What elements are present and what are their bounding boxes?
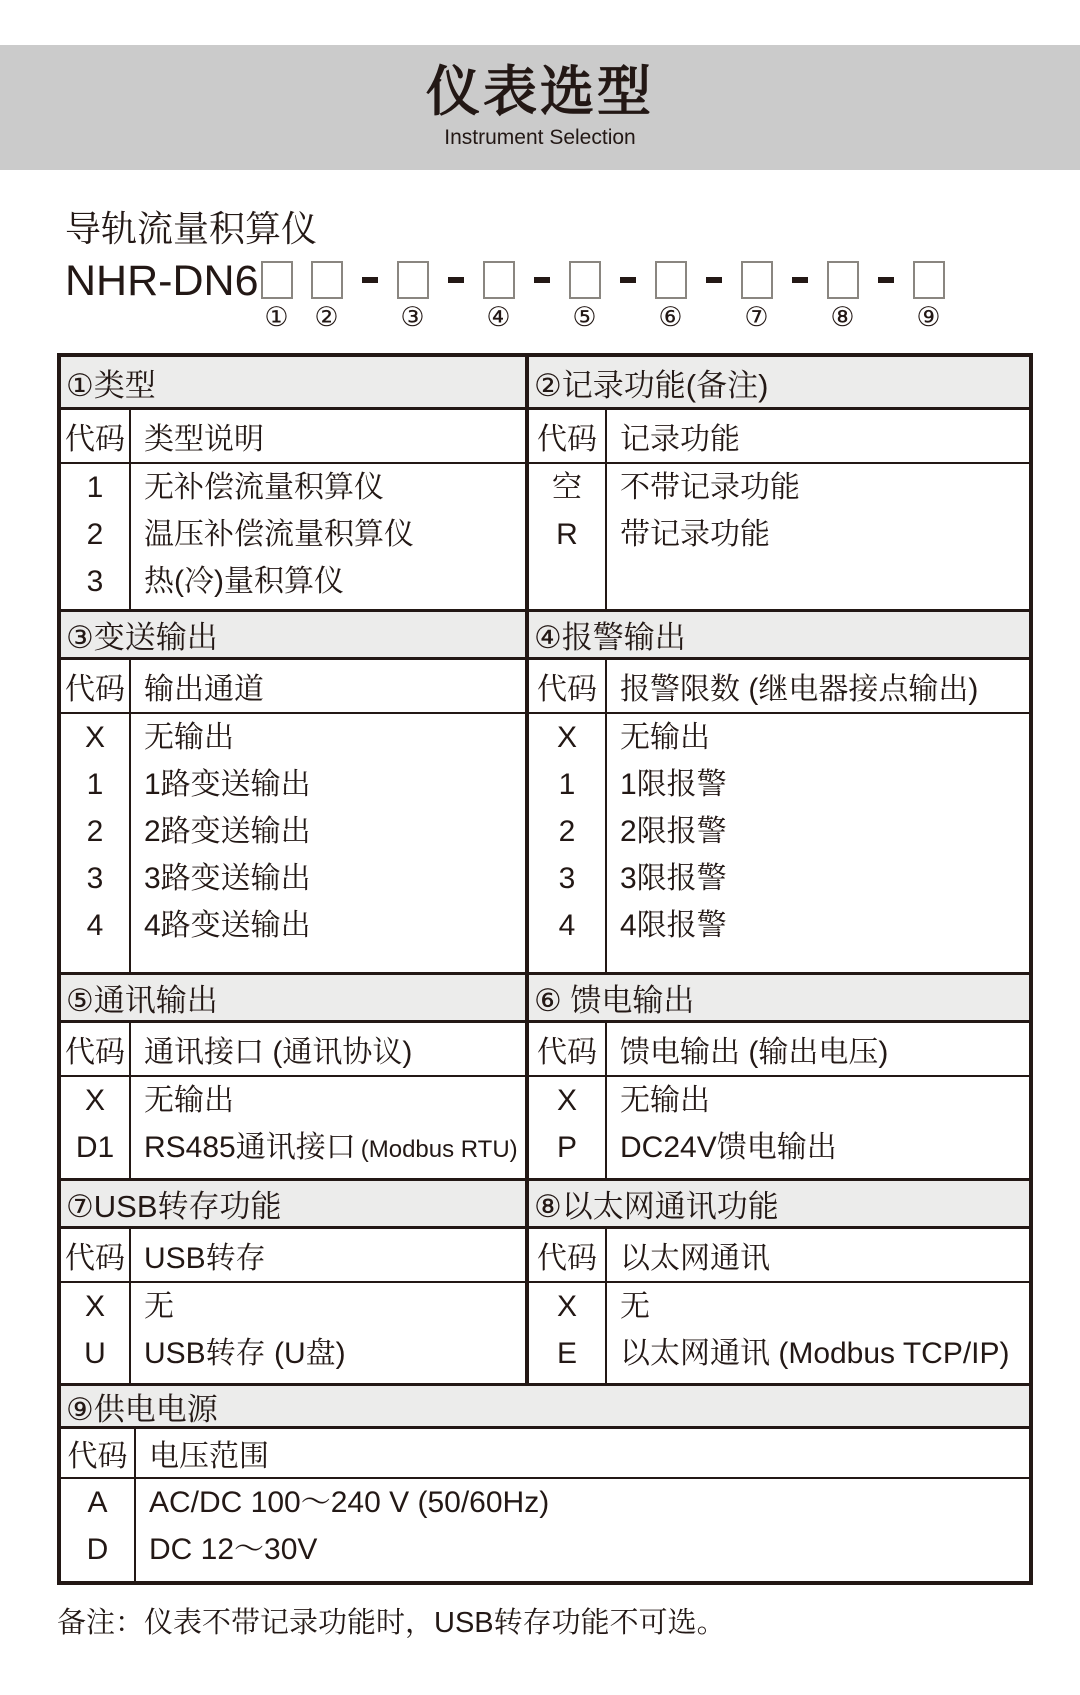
desc-cell: 无输出 (620, 1084, 710, 1117)
section-type (61, 357, 525, 609)
product-name: 导轨流量积算仪 (65, 208, 318, 249)
code-cell: 2 (86, 815, 104, 848)
model-code-box (827, 261, 859, 299)
desc-column-header: 通讯接口 (通讯协议) (144, 1036, 413, 1069)
section-comm-output (61, 975, 525, 1178)
data-block (529, 464, 1029, 609)
section-title: ②记录功能(备注) (529, 357, 1029, 410)
model-dash (534, 277, 550, 283)
section-transmit-output (61, 612, 525, 972)
model-code-unit (397, 261, 429, 331)
code-column-header: 代码 (529, 1229, 607, 1281)
desc-cell: 无补偿流量积算仪 (144, 471, 384, 504)
model-position-label: ③ (400, 302, 425, 332)
column-header-row (529, 410, 1029, 464)
model-dash (878, 277, 894, 283)
model-position-label: ④ (486, 302, 511, 332)
model-dash (706, 277, 722, 283)
code-cell: U (84, 1337, 106, 1370)
model-position-label: ⑥ (658, 302, 683, 332)
data-block (529, 1283, 1029, 1383)
code-column-header: 代码 (61, 660, 131, 712)
code-cell: 4 (558, 909, 576, 942)
data-block (61, 1283, 525, 1383)
section-title: ④报警输出 (529, 612, 1029, 660)
code-cell: A (87, 1486, 108, 1519)
section-record (525, 357, 1029, 609)
code-cell: X (84, 721, 105, 754)
page-title: 仪表选型 (426, 62, 654, 122)
desc-column-header: 类型说明 (144, 423, 264, 456)
section-title: ⑤通讯输出 (61, 975, 525, 1023)
code-cell: 1 (86, 471, 104, 504)
model-code-unit (827, 261, 859, 331)
code-cell: P (556, 1131, 577, 1164)
model-dash (792, 277, 808, 283)
page-header-band (0, 45, 1080, 170)
desc-cell: 无输出 (620, 721, 710, 754)
section-alarm-output (525, 612, 1029, 972)
desc-cell: 无 (620, 1290, 650, 1323)
model-position-label: ② (314, 302, 339, 332)
desc-cell: 1限报警 (620, 768, 727, 801)
data-block (61, 1479, 1029, 1581)
section-title: ⑨供电电源 (61, 1386, 1029, 1429)
code-cell: 1 (86, 768, 104, 801)
data-block (61, 464, 525, 609)
desc-cell (131, 1124, 525, 1171)
code-cell: X (556, 721, 577, 754)
code-cell: E (556, 1337, 577, 1370)
model-code-unit (483, 261, 515, 331)
code-column (529, 1283, 607, 1383)
code-column (529, 464, 607, 609)
table-band (61, 357, 1029, 609)
desc-suffix: (Modbus RTU) (360, 1136, 518, 1163)
desc-column (131, 1077, 525, 1178)
model-position-label: ⑧ (830, 302, 855, 332)
section-title: ⑥ 馈电输出 (529, 975, 1029, 1023)
code-column (529, 1077, 607, 1178)
data-block (529, 1077, 1029, 1178)
code-column (61, 714, 131, 972)
model-code-box (261, 261, 293, 299)
desc-cell: 3路变送输出 (144, 862, 311, 895)
selection-table (57, 353, 1033, 1585)
desc-column (607, 1077, 1029, 1178)
model-dash (362, 277, 378, 283)
code-cell: 1 (558, 768, 576, 801)
desc-column-header: 馈电输出 (输出电压) (620, 1036, 889, 1069)
model-code-section (65, 208, 1080, 331)
section-title: ⑧以太网通讯功能 (529, 1181, 1029, 1229)
code-column-header: 代码 (529, 660, 607, 712)
code-cell: 空 (552, 471, 582, 504)
desc-column (131, 714, 525, 972)
desc-cell: 无 (144, 1290, 174, 1323)
model-code-box (741, 261, 773, 299)
model-code-box (311, 261, 343, 299)
desc-column (131, 464, 525, 609)
code-cell: 3 (558, 862, 576, 895)
code-column (61, 1283, 131, 1383)
section-ethernet (525, 1181, 1029, 1383)
desc-cell: 4限报警 (620, 909, 727, 942)
code-column (61, 464, 131, 609)
page-subtitle: Instrument Selection (444, 126, 636, 149)
model-code-row (65, 258, 1080, 331)
model-prefix: NHR-DN6 (65, 257, 259, 305)
desc-cell: 3限报警 (620, 862, 727, 895)
desc-cell: USB转存 (U盘) (144, 1337, 346, 1370)
column-header-row (61, 660, 525, 714)
code-cell: 2 (558, 815, 576, 848)
desc-column-header: 报警限数 (继电器接点输出) (620, 673, 979, 706)
table-band (61, 609, 1029, 972)
column-header-row (61, 410, 525, 464)
code-column (529, 714, 607, 972)
model-code-unit (569, 261, 601, 331)
model-code-unit (741, 261, 773, 331)
desc-column (131, 1283, 525, 1383)
table-band (61, 972, 1029, 1178)
desc-cell: 2限报警 (620, 815, 727, 848)
desc-cell: 温压补偿流量积算仪 (144, 518, 414, 551)
desc-column-header: 以太网通讯 (620, 1242, 770, 1275)
desc-cell: 4路变送输出 (144, 909, 311, 942)
model-code-unit (913, 261, 945, 331)
model-code-box (569, 261, 601, 299)
code-cell: R (556, 518, 578, 551)
desc-cell: 1路变送输出 (144, 768, 311, 801)
code-cell: 3 (86, 565, 104, 598)
model-code-box (483, 261, 515, 299)
code-cell: X (556, 1290, 577, 1323)
desc-cell: 2路变送输出 (144, 815, 311, 848)
desc-column-header: 输出通道 (144, 673, 264, 706)
model-code-unit (311, 261, 343, 331)
data-block (61, 714, 525, 972)
code-column-header: 代码 (529, 1023, 607, 1075)
model-position-label: ⑨ (916, 302, 941, 332)
code-cell: X (84, 1084, 105, 1117)
model-position-label: ⑦ (744, 302, 769, 332)
table-band (61, 1178, 1029, 1383)
code-cell: 2 (86, 518, 104, 551)
column-header-row (529, 1229, 1029, 1283)
desc-cell: 以太网通讯 (Modbus TCP/IP) (620, 1337, 1010, 1370)
code-column-header: 代码 (61, 1023, 131, 1075)
desc-column (136, 1479, 1029, 1581)
table-band (61, 1383, 1029, 1581)
desc-cell: 热(冷)量积算仪 (144, 565, 344, 598)
model-code-box (913, 261, 945, 299)
section-title: ①类型 (61, 357, 525, 410)
model-code-box (397, 261, 429, 299)
model-code-box (655, 261, 687, 299)
desc-cell: AC/DC 100～240 V (50/60Hz) (149, 1486, 550, 1519)
column-header-row (61, 1023, 525, 1077)
desc-column-header: 电压范围 (149, 1440, 269, 1473)
code-column-header: 代码 (529, 410, 607, 462)
column-header-row (61, 1429, 1029, 1479)
model-dash (448, 277, 464, 283)
desc-column (607, 714, 1029, 972)
desc-main: RS485通讯接口 (144, 1131, 356, 1164)
code-cell: X (556, 1084, 577, 1117)
section-title: ③变送输出 (61, 612, 525, 660)
desc-cell: 不带记录功能 (620, 471, 800, 504)
desc-column (607, 1283, 1029, 1383)
section-power-feed-output (525, 975, 1029, 1178)
desc-cell: DC 12～30V (149, 1533, 318, 1566)
desc-column-header: 记录功能 (620, 423, 740, 456)
code-column-header: 代码 (61, 1229, 131, 1281)
code-column-header: 代码 (61, 410, 131, 462)
data-block (61, 1077, 525, 1178)
section-title: ⑦USB转存功能 (61, 1181, 525, 1229)
desc-cell: 无输出 (144, 1084, 234, 1117)
desc-column-header: USB转存 (144, 1242, 266, 1275)
code-cell: D1 (75, 1131, 115, 1164)
code-column (61, 1479, 136, 1581)
model-code-unit (261, 261, 293, 331)
column-header-row (61, 1229, 525, 1283)
desc-cell: 无输出 (144, 721, 234, 754)
model-position-label: ① (264, 302, 289, 332)
code-cell: 3 (86, 862, 104, 895)
column-header-row (529, 1023, 1029, 1077)
code-column (61, 1077, 131, 1178)
section-power-supply (61, 1386, 1029, 1581)
data-block (529, 714, 1029, 972)
desc-column (607, 464, 1029, 609)
model-dash (620, 277, 636, 283)
section-usb-dump (61, 1181, 525, 1383)
code-cell: 4 (86, 909, 104, 942)
code-cell: D (86, 1533, 109, 1566)
code-cell: X (84, 1290, 105, 1323)
model-code-unit (655, 261, 687, 331)
footnote: 备注：仪表不带记录功能时，USB转存功能不可选。 (57, 1607, 726, 1639)
desc-cell: DC24V馈电输出 (620, 1131, 837, 1164)
model-position-label: ⑤ (572, 302, 597, 332)
column-header-row (529, 660, 1029, 714)
code-column-header: 代码 (61, 1429, 136, 1477)
desc-cell: 带记录功能 (620, 518, 770, 551)
